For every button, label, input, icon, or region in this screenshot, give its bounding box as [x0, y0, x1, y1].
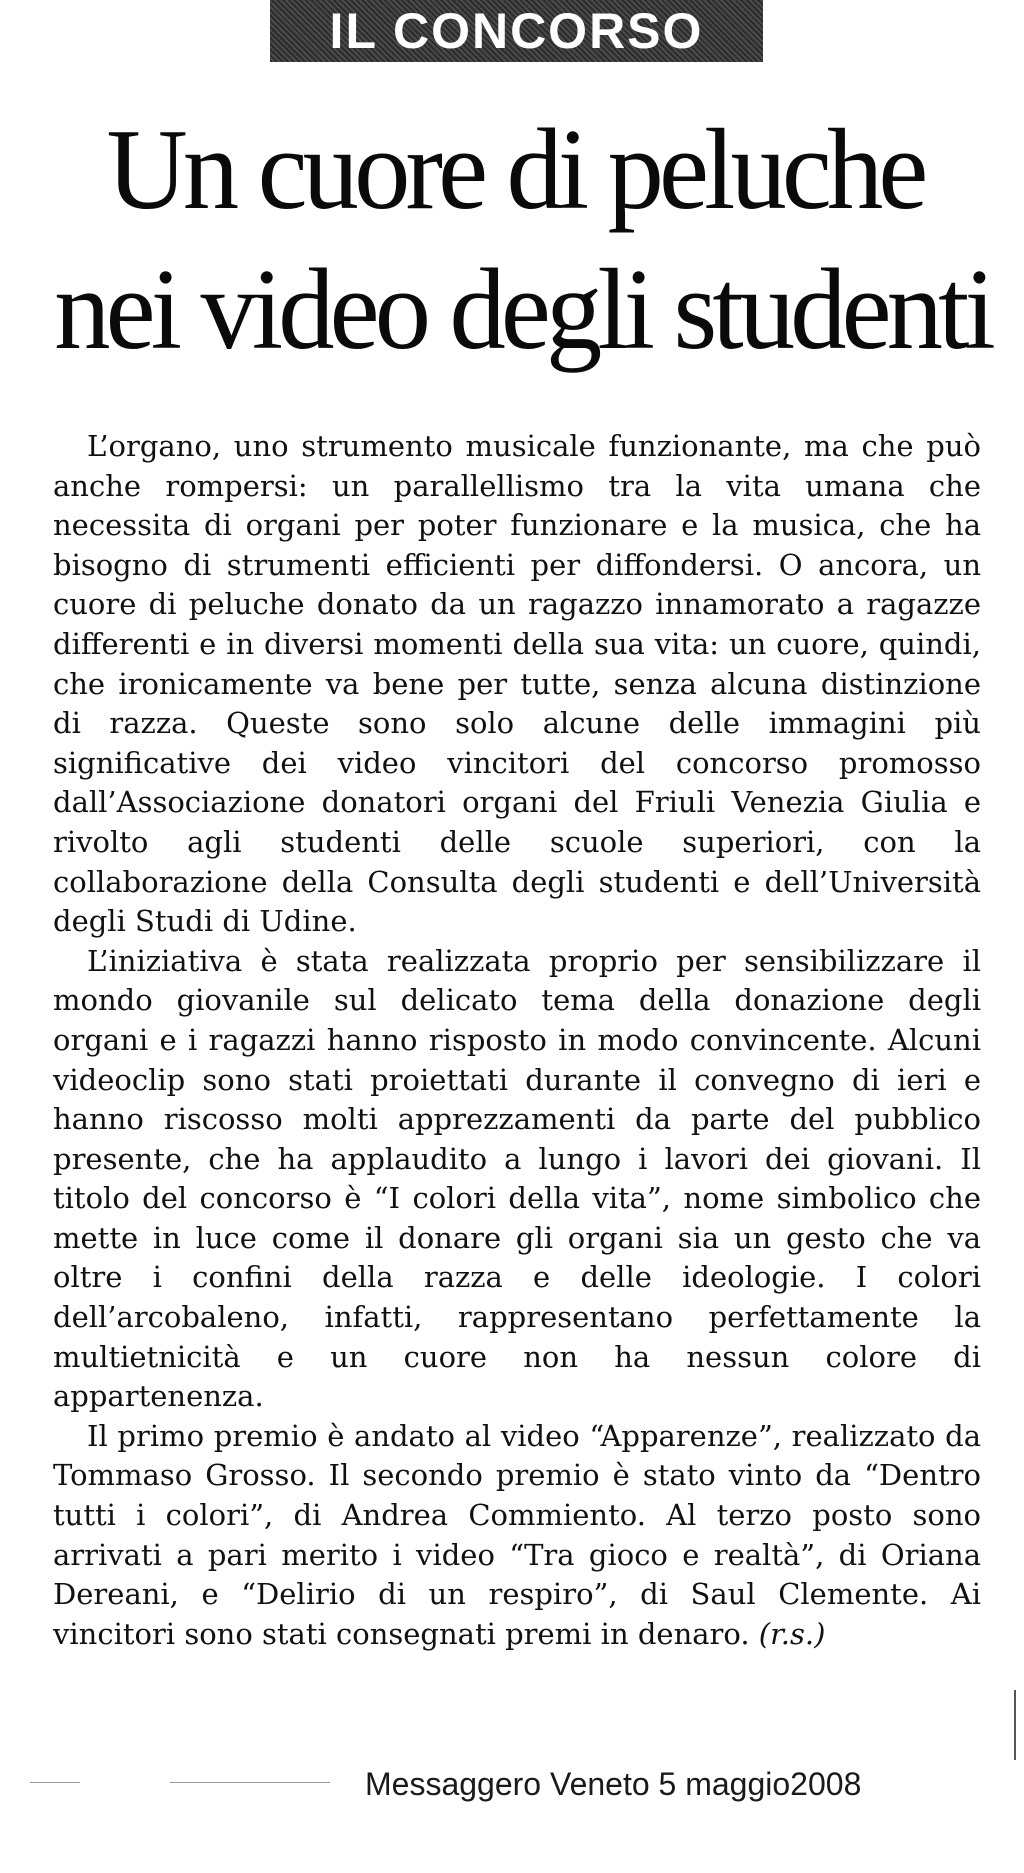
- source-caption: Messaggero Veneto 5 maggio2008: [365, 1766, 862, 1802]
- headline-line-1: Un cuore di peluche: [106, 106, 924, 234]
- article-body: [53, 427, 981, 1654]
- article-headline: [54, 100, 991, 380]
- kicker-label: IL CONCORSO: [329, 3, 704, 59]
- paragraph-3-text: Il primo premio è andato al video “Apparenze”, realizzato da Tommaso Grosso. Il secondo premio è stato vinto da “Dentro tutti i colori”, di Andrea Commiento. Al terzo posto sono arrivati a pari merito i video “Tra gioco e realtà”, di Oriana Dereani, e “Delirio di un respiro”, di Saul Clemente. Ai vincitori sono stati consegnati premi in denaro.: [53, 1418, 981, 1651]
- scan-edge-mark: [1014, 1690, 1016, 1760]
- paragraph-3: [53, 1417, 981, 1655]
- headline-line-2: nei video degli studenti: [54, 246, 991, 374]
- section-kicker: [270, 0, 763, 62]
- scan-dash-mark: [30, 1782, 80, 1783]
- paragraph-1: L’organo, uno strumento musicale funzionante, ma che può anche rompersi: un parallellismo tra la vita umana che necessita di organi per poter funzionare e la musica, che ha bisogno di strumenti efficienti per diffondersi. O ancora, un cuore di peluche donato da un ragazzo innamorato a ragazze differenti e in diversi momenti della sua vita: un cuore, quindi, che ironicamente va bene per tutte, senza alcuna distinzione di razza. Queste sono solo alcune delle immagini più significative dei video vincitori del concorso promosso dall’Associazione donatori organi del Friuli Venezia Giulia e rivolto agli studenti delle scuole superiori, con la collaborazione della Consulta degli studenti e dell’Università degli Studi di Udine.: [53, 429, 981, 939]
- paragraph-2: L’iniziativa è stata realizzata proprio per sensibilizzare il mondo giovanile sul delicato tema della donazione degli organi e i ragazzi hanno risposto in modo convincente. Alcuni videoclip sono stati proiettati durante il convegno di ieri e hanno riscosso molti apprezzamenti da parte del pubblico presente, che ha applaudito a lungo i lavori dei giovani. Il titolo del concorso è “I colori della vita”, nome simbolico che mette in luce come il donare gli organi sia un gesto che va oltre i confini della razza e delle ideologie. I colori dell’arcobaleno, infatti, rappresentano perfettamente la multietnicità e un cuore non ha nessun colore di appartenenza.: [53, 943, 981, 1414]
- author-byline: (r.s.): [758, 1616, 826, 1651]
- scan-dash-mark: [170, 1782, 330, 1783]
